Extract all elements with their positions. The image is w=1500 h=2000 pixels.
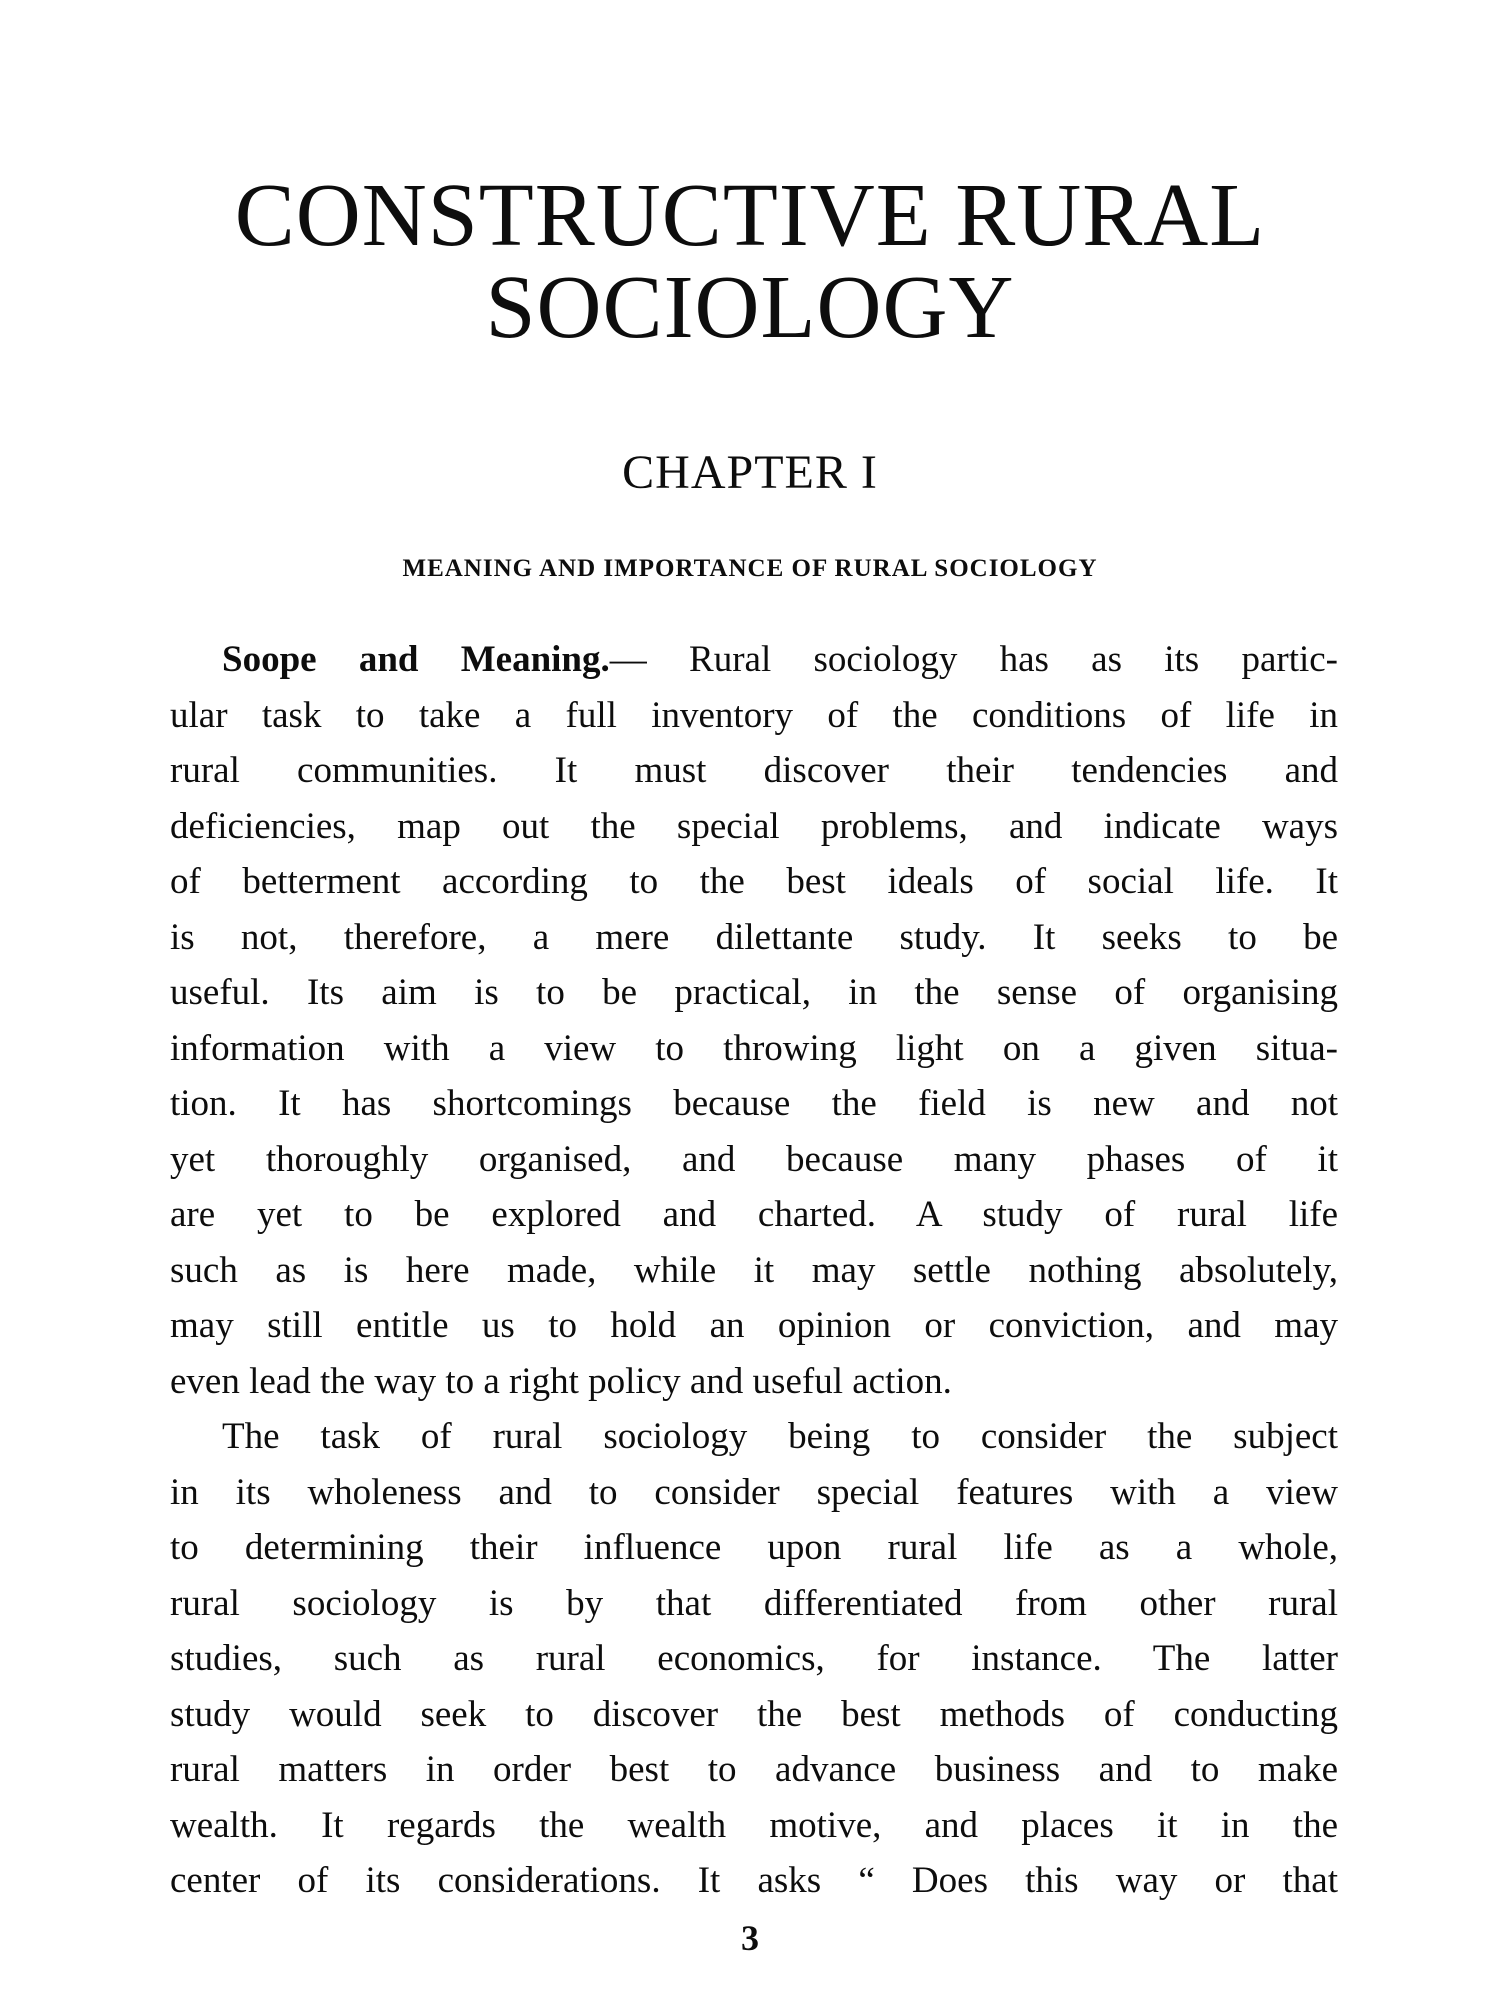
text-line: rural communities. It must discover their tendencies and bbox=[170, 750, 1338, 791]
text-line: information with a view to throwing light on a given situa- bbox=[170, 1027, 1338, 1069]
text-line: tion. It has shortcomings because the field is new and not bbox=[170, 1083, 1338, 1124]
text-line: yet thoroughly organised, and because many phases of it bbox=[170, 1138, 1338, 1180]
text-line: wealth. It regards the wealth motive, and places it in the bbox=[170, 1804, 1338, 1846]
chapter-heading: CHAPTER I bbox=[622, 446, 878, 499]
text-line: of betterment according to the best ideals of social life. It bbox=[170, 861, 1338, 902]
chapter-subtitle: MEANING AND IMPORTANCE OF RURAL SOCIOLOGY bbox=[402, 555, 1098, 582]
text-line: such as is here made, while it may settle nothing absolutely, bbox=[170, 1249, 1338, 1291]
text-line: rural matters in order best to advance business and to make bbox=[170, 1749, 1338, 1790]
text-line: rural sociology is by that differentiated from other rural bbox=[170, 1582, 1338, 1624]
text-line: is not, therefore, a mere dilettante study. It seeks to be bbox=[170, 916, 1338, 958]
text-line: study would seek to discover the best methods of conducting bbox=[170, 1693, 1338, 1735]
text-line: The task of rural sociology being to consider the subject bbox=[222, 1416, 1338, 1457]
text-line: to determining their influence upon rural life as a whole, bbox=[170, 1527, 1338, 1568]
text-line bbox=[170, 632, 1338, 688]
text-line-content: — Rural sociology has as its partic- bbox=[609, 639, 1338, 680]
text-line: are yet to be explored and charted. A study of rural life bbox=[170, 1194, 1338, 1235]
text-line: studies, such as rural economics, for instance. The latter bbox=[170, 1638, 1338, 1679]
book-title-line-1: CONSTRUCTIVE RURAL bbox=[234, 166, 1266, 265]
text-line: may still entitle us to hold an opinion or conviction, and may bbox=[170, 1305, 1338, 1346]
text-line: ular task to take a full inventory of the conditions of life in bbox=[170, 694, 1338, 736]
text-line: useful. Its aim is to be practical, in the sense of organising bbox=[170, 972, 1338, 1013]
page-number: 3 bbox=[741, 1918, 759, 1958]
text-line: deficiencies, map out the special problems, and indicate ways bbox=[170, 805, 1338, 847]
book-title bbox=[150, 166, 1350, 357]
section-run-in-heading: Soope and Meaning. bbox=[222, 639, 610, 680]
body-text bbox=[170, 632, 1338, 1909]
text-line: in its wholeness and to consider special features with a view bbox=[170, 1471, 1338, 1513]
text-line: even lead the way to a right policy and useful action. bbox=[170, 1360, 952, 1402]
text-line: center of its considerations. It asks “ Does this way or that bbox=[170, 1860, 1338, 1901]
book-title-line-2: SOCIOLOGY bbox=[485, 258, 1015, 357]
